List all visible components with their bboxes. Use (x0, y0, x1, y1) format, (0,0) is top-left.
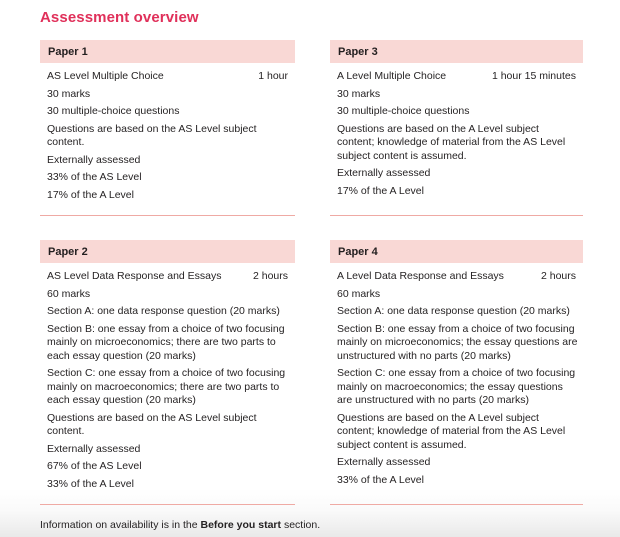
paper-1-detail: 33% of the AS Level (47, 171, 142, 183)
page-title: Assessment overview (40, 9, 199, 26)
paper-2-title-row (40, 270, 295, 284)
paper-4-header-label: Paper 4 (338, 245, 378, 258)
paper-2-detail: Questions are based on the AS Level subject content. (47, 411, 257, 437)
availability-note (40, 519, 620, 533)
paper-3-detail: 17% of the A Level (337, 184, 424, 197)
paper-2-card (40, 240, 295, 505)
paper-1-detail: 30 multiple-choice questions (47, 105, 180, 117)
paper-3-duration: 1 hour 15 minutes (491, 70, 576, 82)
paper-4-detail: Questions are based on the A Level subject content; knowledge of material from the AS Level subject content is assumed. (337, 411, 566, 451)
paper-2-detail: Section B: one essay from a choice of two focusing mainly on microeconomics; there are two parts to each essay question (20 marks) (47, 322, 285, 362)
paper-3-component-name: A Level Multiple Choice (337, 70, 447, 82)
paper-4-detail: Section C: one essay from a choice of two focusing mainly on macroeconomics; the essay questions are unstructured with no parts (20 marks) (337, 367, 576, 406)
paper-1-detail: Externally assessed (47, 153, 141, 166)
paper-4-component-name: A Level Data Response and Essays (337, 270, 504, 282)
paper-3-body (330, 63, 583, 211)
paper-2-detail: Externally assessed (47, 442, 141, 455)
paper-3-separator (330, 215, 583, 216)
paper-1-header-label: Paper 1 (48, 45, 88, 58)
paper-3-detail: Questions are based on the A Level subject content; knowledge of material from the AS Level subject content is assumed. (337, 122, 566, 162)
paper-1-duration: 1 hour (258, 70, 288, 82)
paper-2-separator (40, 504, 295, 505)
paper-3-title-row (330, 70, 583, 84)
paper-1-separator (40, 215, 295, 216)
paper-4-detail: Section A: one data response question (20 marks) (337, 305, 570, 317)
paper-2-header-label: Paper 2 (48, 245, 88, 258)
paper-4-detail: Section B: one essay from a choice of two focusing mainly on microeconomics; the essay questions are unstructured with no parts (20 marks) (337, 322, 578, 362)
paper-1-detail: Questions are based on the AS Level subject content. (47, 122, 257, 148)
paper-1-header (40, 40, 295, 63)
availability-note-prefix: Information on availability is in the (40, 519, 201, 531)
availability-note-bold: Before you start (200, 519, 282, 531)
paper-2-header (40, 240, 295, 263)
paper-1-component-name: AS Level Multiple Choice (47, 70, 164, 82)
paper-2-detail: Section A: one data response question (20 marks) (47, 305, 280, 317)
paper-4-title-row (330, 270, 583, 284)
paper-2-detail: Section C: one essay from a choice of two focusing mainly on macroeconomics; there are two parts to each essay question (20 marks) (47, 367, 286, 406)
paper-4-detail: Externally assessed (337, 456, 431, 468)
paper-3-detail: 30 marks (337, 87, 381, 100)
paper-3-header (330, 40, 583, 63)
paper-1-detail: 30 marks (47, 87, 91, 100)
paper-4-separator (330, 504, 583, 505)
paper-3-header-label: Paper 3 (338, 45, 378, 58)
paper-3-card (330, 40, 583, 216)
paper-1-title-row (40, 70, 295, 84)
paper-2-detail: 67% of the AS Level (47, 460, 142, 472)
availability-note-suffix: section. (281, 519, 321, 531)
paper-1-detail: 17% of the A Level (47, 188, 134, 201)
paper-4-duration: 2 hours (540, 270, 576, 282)
paper-4-detail: 60 marks (337, 287, 381, 300)
paper-2-body (40, 263, 295, 504)
papers-grid (40, 40, 620, 505)
paper-3-detail: 30 multiple-choice questions (337, 105, 470, 117)
paper-4-body (330, 263, 583, 500)
paper-3-detail: Externally assessed (337, 167, 431, 179)
paper-4-detail: 33% of the A Level (337, 473, 424, 486)
paper-2-duration: 2 hours (252, 270, 288, 282)
paper-2-component-name: AS Level Data Response and Essays (47, 270, 222, 282)
paper-2-detail: 33% of the A Level (47, 477, 134, 490)
paper-4-header (330, 240, 583, 263)
paper-2-detail: 60 marks (47, 287, 91, 300)
paper-4-card (330, 240, 583, 505)
paper-1-card (40, 40, 295, 216)
paper-1-body (40, 63, 295, 215)
